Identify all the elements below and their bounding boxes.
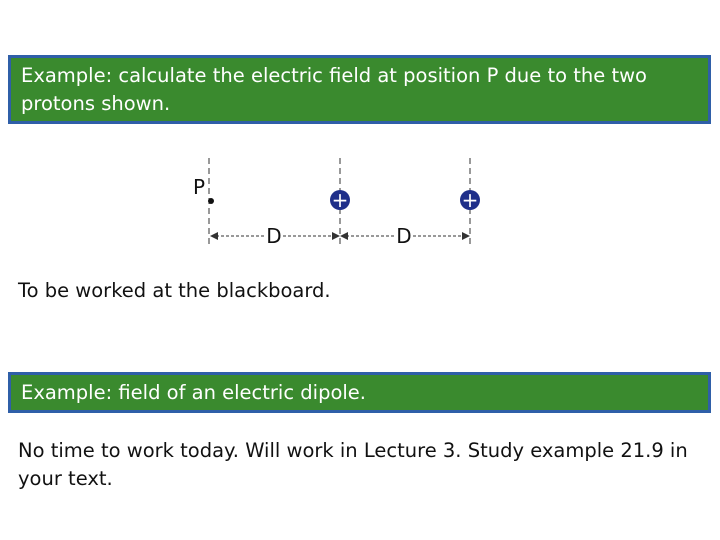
example2-heading-box [8,372,711,413]
distance-label-1: D [266,224,282,248]
point-p-dot [208,198,214,204]
example1-note: To be worked at the blackboard. [18,279,331,302]
proton-2-symbol: + [461,188,479,212]
example1-heading: Example: calculate the electric field at position P due to the two protons shown. [21,64,647,115]
example2-note: No time to work today. Will work in Lecture 3. Study example 21.9 in your text. [18,439,688,490]
example2-heading: Example: field of an electric dipole. [21,381,366,404]
example1-heading-box [8,55,711,124]
distance-label-2: D [396,224,412,248]
proton-diagram [0,140,720,260]
proton-1-symbol: + [331,188,349,212]
point-p-label: P [193,175,206,199]
